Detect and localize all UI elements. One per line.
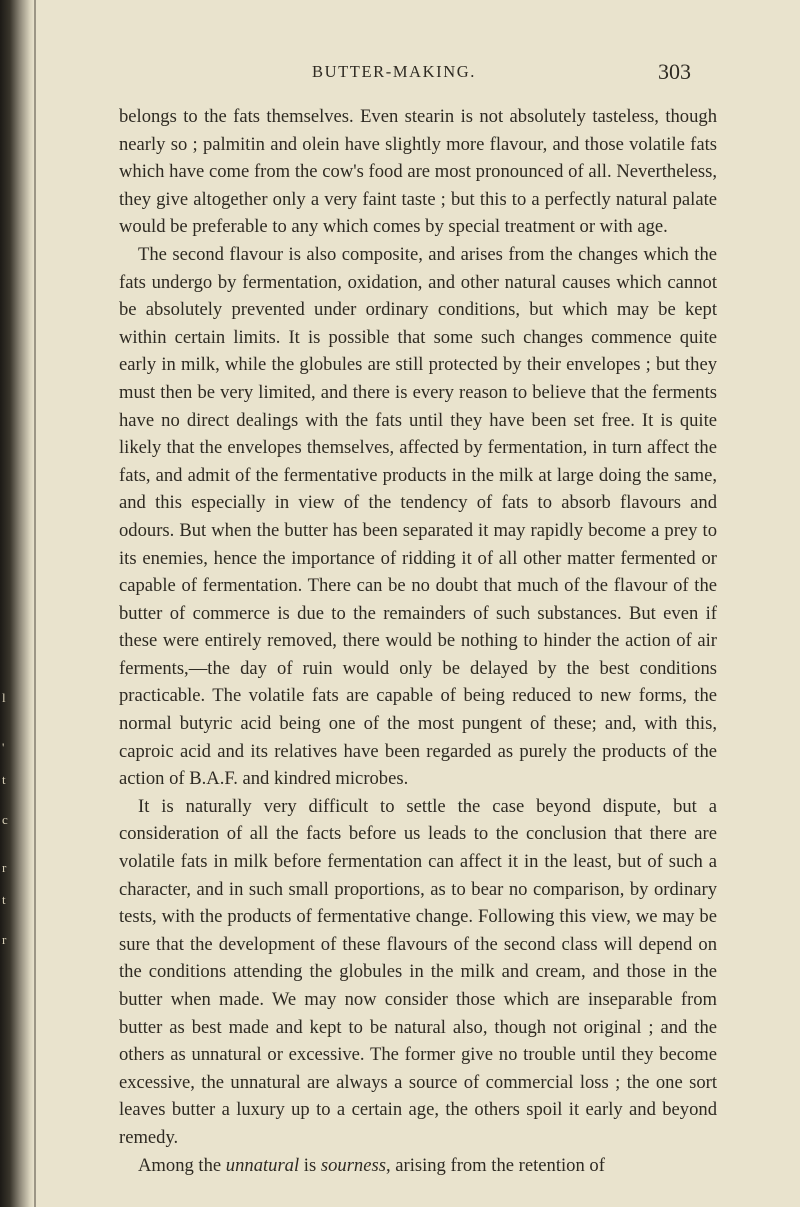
margin-bleed-marks: l ' t c r t r	[2, 690, 8, 947]
body-text	[119, 103, 717, 1179]
text-run: , arising from the retention of	[385, 1154, 605, 1176]
italic-term-sourness: sourness	[320, 1154, 386, 1176]
paragraph-sourness	[119, 1152, 717, 1180]
paragraph-continued: belongs to the fats themselves. Even stearin is not absolutely tasteless, though nearly so ; palmitin and olein have slightly more flavour, and those volatile fats which have come from the cow's food are most pronounced of all. Nevertheless, they give altogether only a very faint taste ; but this to a perfectly natural palate would be preferable to any which comes by special treatment or with age.	[119, 106, 717, 238]
running-title: BUTTER-MAKING.	[312, 62, 477, 81]
paragraph-difficulty: It is naturally very difficult to settle the case beyond dispute, but a consideration of all the facts before us leads to the conclusion that there are volatile fats in milk before fermentation can affect it in the least, but of such a character, and in such small proportions, as to bear no comparison, by ordinary tests, with the products of fermentative change. Following this view, we may be sure that the development of these flavours of the second class will depend on the conditions attending the globules in the milk and cream, and those in the butter when made. We may now consider those which are inseparable from butter as best made and kept to be natural also, though not original ; and the others as unnatural or excessive. The former give no trouble until they become excessive, the unnatural are always a source of commercial loss ; the one sort leaves butter a luxury up to a certain age, the others spoil it early and beyond remedy.	[119, 795, 717, 1148]
text-run: is	[299, 1154, 321, 1176]
text-run: Among the	[138, 1154, 226, 1176]
running-head	[0, 59, 800, 86]
paragraph-second-flavour: The second flavour is also composite, and arises from the changes which the fats undergo by fermentation, oxidation, and other natural causes which cannot be absolutely prevented under ordinary conditions, but which may be kept within certain limits. It is possible that some such changes commence quite early in milk, while the globules are still protected by their envelopes ; but they must then be very limited, and there is every reason to believe that the ferments have no direct dealings with the fats until they have been set free. It is quite likely that the envelopes themselves, affected by fermentation, in turn affect the fats, and admit of the fermentative products in the milk at large doing the same, and this especially in view of the tendency of fats to absorb flavours and odours. But when the butter has been separated it may rapidly become a prey to its enemies, hence the importance of ridding it of all other matter fermented or capable of fermentation. There can be no doubt that much of the flavour of the butter of commerce is due to the remainders of such substances. But even if these were entirely removed, there would be nothing to hinder the action of air ferments,—the day of ruin would only be delayed by the best conditions practicable. The volatile fats are capable of being reduced to new forms, the normal butyric acid being one of the most pungent of these; and, with this, caproic acid and its relatives have been regarded as purely the products of the action of B.A.F. and kindred microbes.	[119, 243, 717, 790]
italic-term-unnatural: unnatural	[225, 1154, 300, 1176]
page-number: 303	[658, 59, 691, 84]
